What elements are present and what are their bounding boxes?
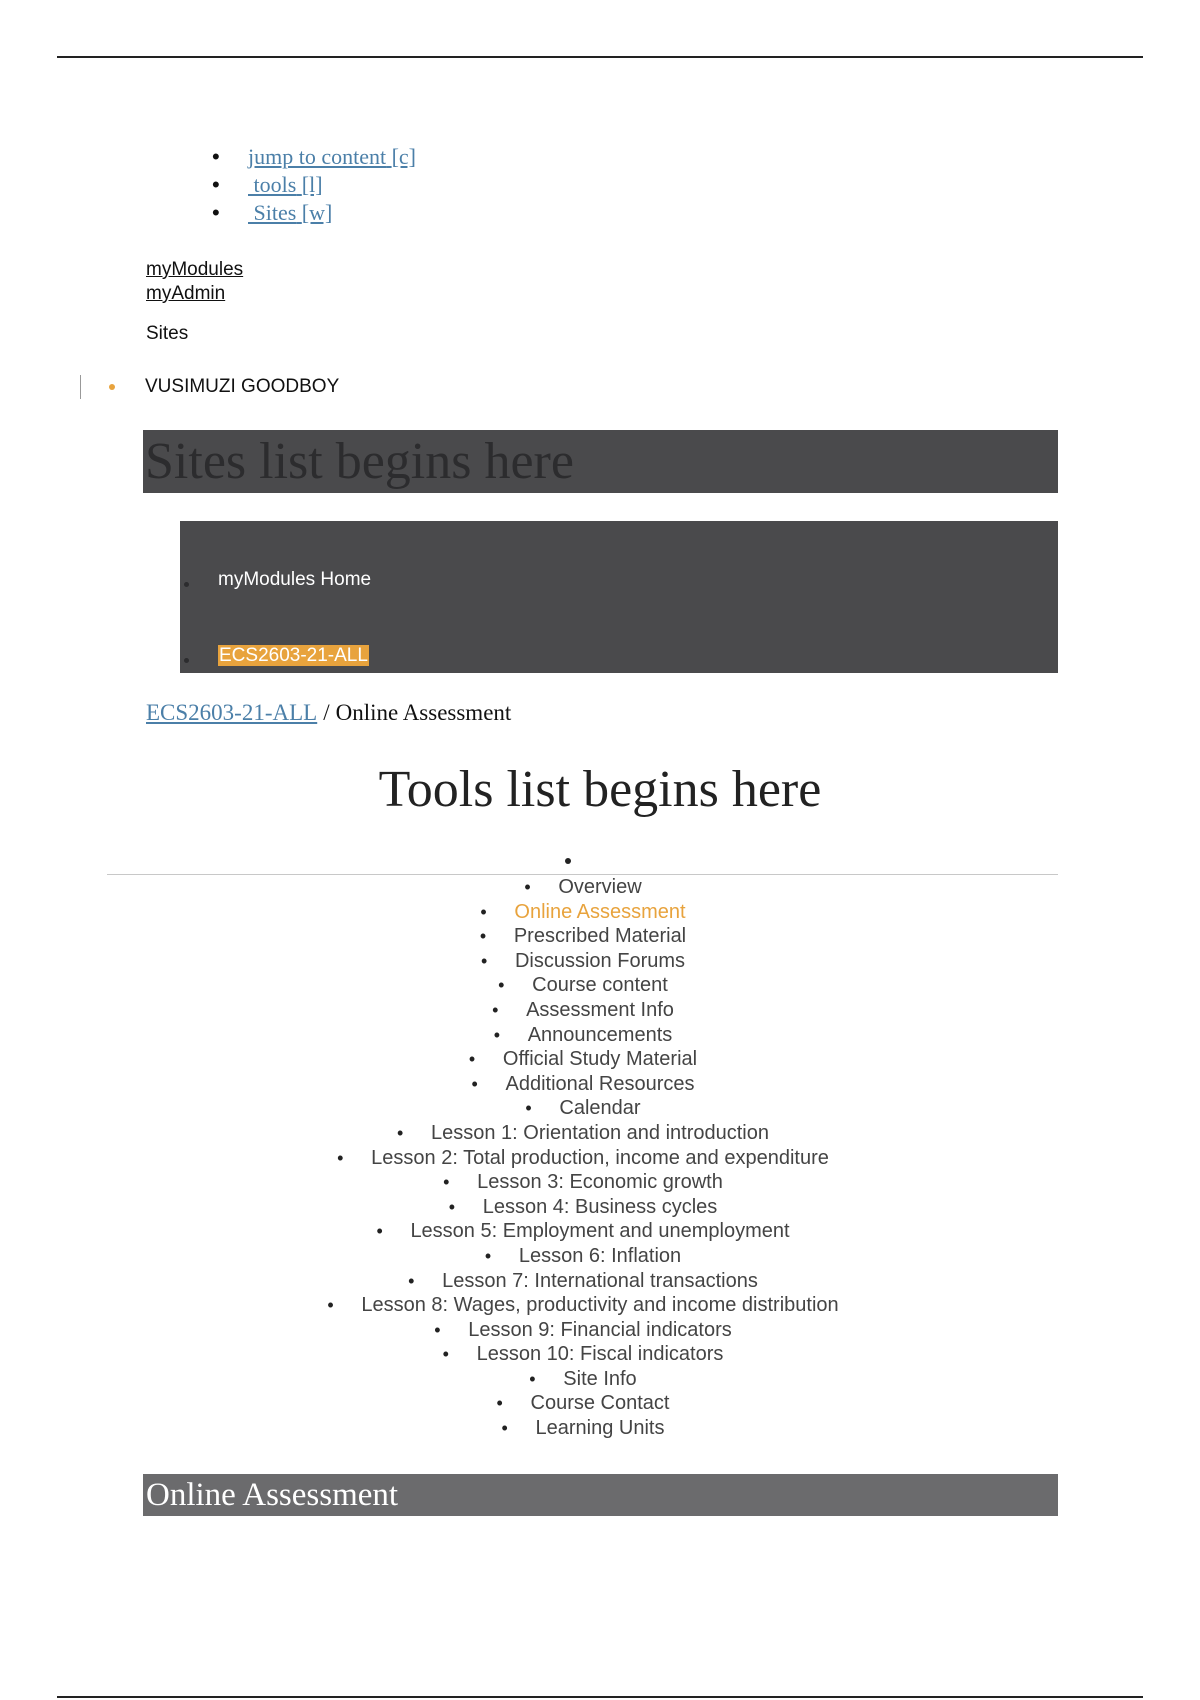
jump-to-content-link[interactable]: jump to content [c] [248,144,417,169]
user-name[interactable]: VUSIMUZI GOODBOY [145,376,340,397]
current-site-link[interactable] [218,645,369,667]
tool-item-lesson-4[interactable]: • Lesson 4: Business cycles [0,1195,1200,1220]
portal-links [146,258,243,306]
skip-link-item [212,199,416,227]
tool-item-lesson-9[interactable]: • Lesson 9: Financial indicators [0,1318,1200,1343]
tool-item-online-assessment[interactable]: • Online Assessment [0,900,1200,925]
sites-label: Sites [146,323,189,344]
skip-links [212,143,416,227]
tool-item-calendar[interactable]: • Calendar [0,1096,1200,1121]
tool-item-course-content[interactable]: • Course content [0,973,1200,998]
tool-item-course-contact[interactable]: • Course Contact [0,1391,1200,1416]
tool-item-announcements[interactable]: • Announcements [0,1023,1200,1048]
current-site-label: ECS2603-21-ALL [219,645,368,666]
breadcrumb-site-link[interactable]: ECS2603-21-ALL [146,700,318,725]
tool-item-lesson-1[interactable]: • Lesson 1: Orientation and introduction [0,1121,1200,1146]
sites-link[interactable]: Sites [w] [253,200,333,225]
tool-item-official-study-material[interactable]: • Official Study Material [0,1047,1200,1072]
tool-item-site-info[interactable]: • Site Info [0,1367,1200,1392]
tool-item-overview[interactable]: • Overview [0,875,1200,900]
tool-item-prescribed-material[interactable]: • Prescribed Material [0,924,1200,949]
sites-list-heading: Sites list begins here [143,430,1058,493]
mymodules-link[interactable]: myModules [146,259,244,280]
tools-link[interactable]: tools [l] [253,172,323,197]
tool-item-lesson-10[interactable]: • Lesson 10: Fiscal indicators [0,1342,1200,1367]
breadcrumb-current-page: Online Assessment [335,700,512,725]
tool-item-lesson-5[interactable]: • Lesson 5: Employment and unemployment [0,1219,1200,1244]
page-title: Online Assessment [143,1474,1058,1516]
sites-nav [180,521,1058,673]
bottom-rule [57,1696,1143,1698]
tool-item-lesson-6[interactable]: • Lesson 6: Inflation [0,1244,1200,1269]
tool-item-lesson-7[interactable]: • Lesson 7: International transactions [0,1269,1200,1294]
mymodules-home-link[interactable]: myModules Home [218,569,372,590]
divider [80,375,81,399]
skip-link-item [212,171,416,199]
tools-list-heading: Tools list begins here [378,761,822,818]
breadcrumb-separator: / [323,700,330,725]
myadmin-link[interactable]: myAdmin [146,283,226,304]
tool-item-additional-resources[interactable]: • Additional Resources [0,1072,1200,1097]
bullet [184,582,189,587]
top-rule [57,56,1143,58]
tool-item-lesson-2[interactable]: • Lesson 2: Total production, income and expenditure [0,1146,1200,1171]
tools-list [0,875,1200,1441]
tool-item-learning-units[interactable]: • Learning Units [0,1416,1200,1441]
user-menu[interactable] [80,374,339,400]
bullet [184,658,189,663]
tool-item-assessment-info[interactable]: • Assessment Info [0,998,1200,1023]
breadcrumb [146,700,511,726]
tool-item-discussion-forums[interactable]: • Discussion Forums [0,949,1200,974]
skip-link-item [212,143,416,171]
user-status-dot [109,384,115,390]
tool-item-lesson-8[interactable]: • Lesson 8: Wages, productivity and income distribution [0,1293,1200,1318]
tool-item-lesson-3[interactable]: • Lesson 3: Economic growth [0,1170,1200,1195]
bullet [565,858,571,864]
